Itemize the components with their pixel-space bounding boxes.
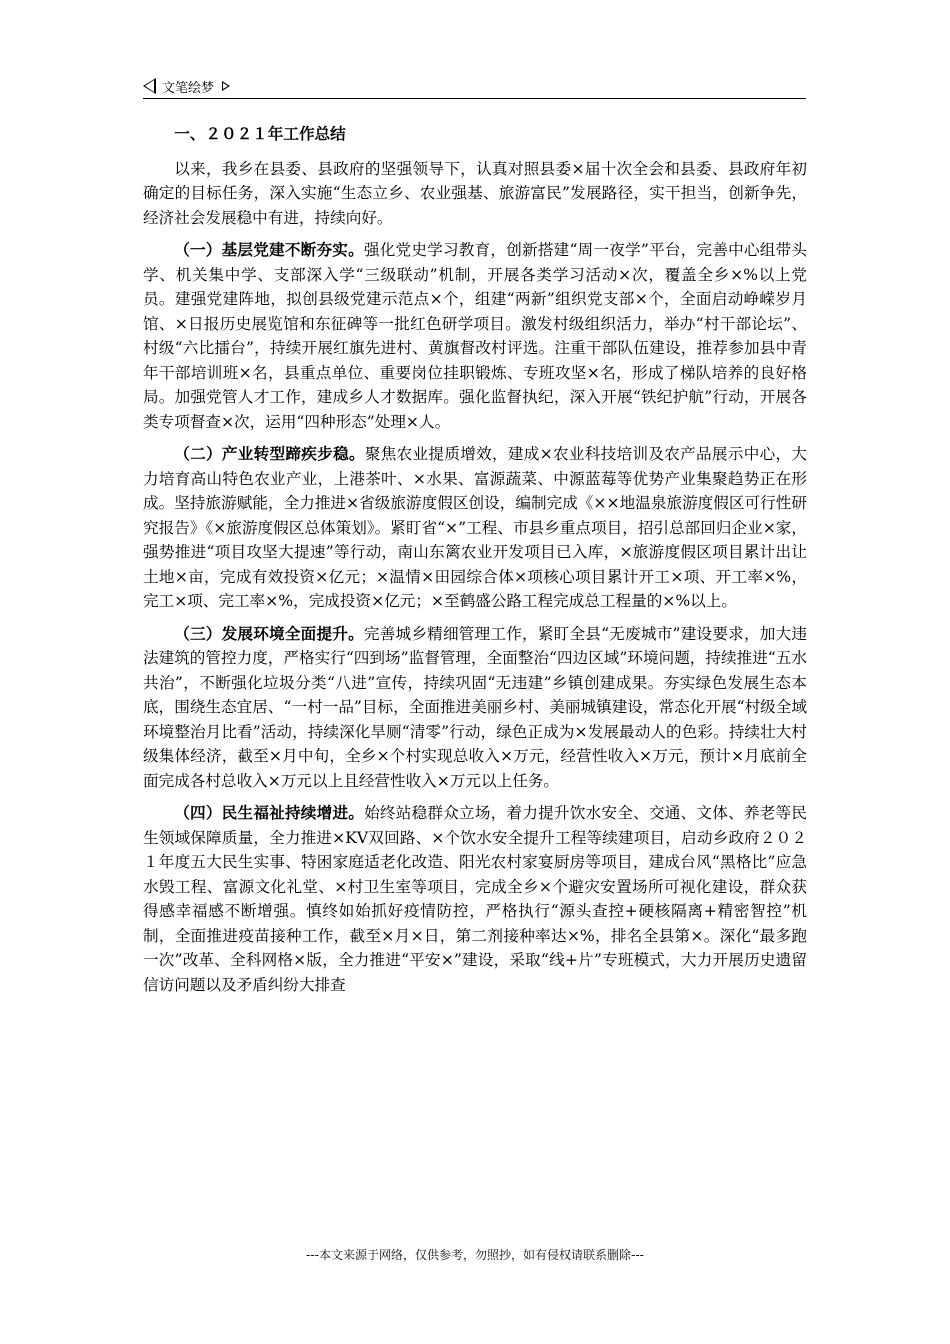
paragraph-lead: （三）发展环境全面提升。: [174, 623, 364, 643]
paragraph-text: 强化党史学习教育，创新搭建“周一夜学”平台，完善中心组带头学、机关集中学、支部深入学“三级联动”机制，开展各类学习活动×次，覆盖全乡×%以上党员。建强党建阵地，拟创县级党建示范点×个，组建“两新”组织党支部×个，全面启动峥嵘岁月馆、×日报历史展览馆和东征碑等一批红色研学项目。激发村级组织活力，举办“村干部论坛”、村级“六比擂台”，持续开展红旗先进村、黄旗督改村评选。注重干部队伍建设，推荐参加县中青年干部培训班×名，县重点单位、重要岗位挂职锻炼、专班攻坚×名，形成了梯队培养的良好格局。加强党管人才工作，建成乡人才数据库。强化监督执纪，深入开展“铁纪护航”行动，开展各类专项督查×次，运用“四种形态”处理×人。: [143, 241, 807, 431]
paragraph-text: 聚焦农业提质增效，建成×农业科技培训及农产品展示中心，大力培育高山特色农业产业，上港茶叶、×水果、富源蔬菜、中源蓝莓等优势产业集聚趋势正在形成。坚持旅游赋能，全力推进×省级旅游度假区创设，编制完成《××地温泉旅游度假区可行性研究报告》《×旅游度假区总体策划》。紧盯省“×”工程、市县乡重点项目，招引总部回归企业×家，强势推进“项目攻坚大提速”等行动，南山东篱农业开发项目已入库，×旅游度假区项目累计出让土地×亩，完成有效投资×亿元；×温情×田园综合体×项核心项目累计开工×项、开工率×%，完工×项、完工率×%，完成投资×亿元；×至鹤盛公路工程完成总工程量的×%以上。: [143, 445, 807, 610]
paragraph-text: 始终站稳群众立场，着力提升饮水安全、交通、文体、养老等民生领域保障质量，全力推进×KV双回路、×个饮水安全提升工程等续建项目，启动乡政府２０２１年度五大民生实事、特困家庭适老化改造、阳光农村家宴厨房等项目，建成台风“黑格比”应急水毁工程、富源文化礼堂、×村卫生室等项目，完成全乡×个避灾安置场所可视化建设，群众获得感幸福感不断增强。慎终如始抓好疫情防控，严格执行“源头查控+硬核隔离+精密智控”机制，全面推进疫苗接种工作，截至×月×日，第二剂接种率达×%，排名全县第×。深化“最多跑一次”改革、全科网格×版，全力推进“平安×”建设，采取“线+片”专班模式，大力开展历史遗留信访问题以及矛盾纠纷大排查: [143, 804, 807, 994]
section-heading: 一、２０２１年工作总结: [174, 124, 346, 143]
paragraph-industry: [143, 442, 807, 614]
paragraph-text: 完善城乡精细管理工作，紧盯全县“无废城市”建设要求，加大违法建筑的管控力度，严格实行“四到场”监督管理，全面整治“四边区域”环境问题，持续推进“五水共治”，不断强化垃圾分类“八进”宣传，持续巩固“无违建”乡镇创建成果。夯实绿色发展生态本底，围绕生态宜居、“一村一品”目标，全面推进美丽乡村、美丽城镇建设，常态化开展“村级全域环境整治月比看”活动，持续深化旱厕“清零”行动，绿色正成为×发展最动人的色彩。持续壮大村级集体经济，截至×月中旬，全乡×个村实现总收入×万元，经营性收入×万元，预计×月底前全面完成各村总收入×万元以上且经营性收入×万元以上任务。: [143, 624, 807, 790]
paragraph-lead: （一）基层党建不断夯实。: [174, 240, 364, 259]
page-footer: ---本文来源于网络，仅供参考，勿照抄，如有侵权请联系删除---: [306, 1248, 644, 1262]
triangle-right-icon: [222, 81, 230, 91]
paragraph-lead: （二）产业转型蹄疾步稳。: [174, 444, 365, 463]
paragraph-party-building: [143, 238, 807, 434]
paragraph-livelihood: [143, 801, 807, 997]
triangle-left-icon: [143, 78, 156, 94]
header-title: 文笔绘梦: [162, 80, 215, 96]
paragraph-environment: [143, 622, 807, 794]
header-rule: [143, 98, 806, 99]
paragraph-lead: （四）民生福祉持续增进。: [174, 803, 365, 822]
page-header: [143, 74, 806, 98]
document-body: [143, 122, 807, 1005]
intro-paragraph: 以来，我乡在县委、县政府的坚强领导下，认真对照县委×届十次全会和县委、县政府年初确定的目标任务，深入实施“生态立乡、农业强基、旅游富民”发展路径，实干担当，创新争先，经济社会发展稳中有进，持续向好。: [143, 159, 807, 227]
